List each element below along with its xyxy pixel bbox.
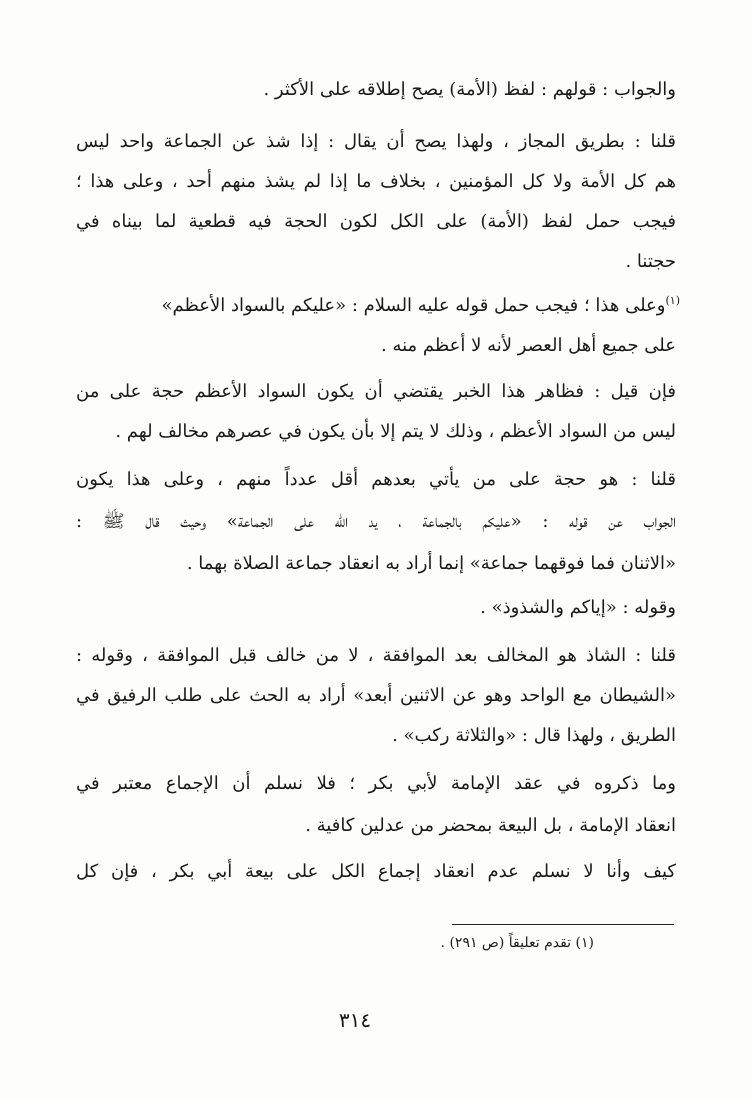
text-line: على جميع أهل العصر لأنه لا أعظم منه . <box>381 335 676 356</box>
footnote: (١) تقدم تعليقاً (ص ٢٩١) . <box>440 935 594 951</box>
text-line: الجواب عن قوله : «عليكم بالجماعة ، يد الله على الجماعة» وحيث قال ﷺ : <box>76 511 676 532</box>
page-number: ٣١٤ <box>338 1008 372 1032</box>
text-line: «الاثنان فما فوقهما جماعة» إنما أراد به انعقاد جماعة الصلاة بهما . <box>186 553 676 574</box>
text-line: ليس من السواد الأعظم ، وذلك لا يتم إلا بأن يكون في عصرهم مخالف لهم . <box>115 421 676 442</box>
text-line: والجواب : قولهم : لفظ (الأمة) يصح إطلاقه على الأكثر . <box>263 79 676 100</box>
text-line: قلنا : الشاذ هو المخالف بعد الموافقة ، لا من خالف قبل الموافقة ، وقوله : <box>76 645 676 666</box>
text-line: قلنا : هو حجة على من يأتي بعدهم أقل عدداً منهم ، وعلى هذا يكون <box>76 469 676 490</box>
text-line: هم كل الأمة ولا كل المؤمنين ، بخلاف ما إذا لم يشذ منهم أحد ، وعلى هذا ؛ <box>76 171 676 192</box>
text-line: حجتنا . <box>625 251 676 272</box>
text-line-with-footnote <box>80 286 680 326</box>
footnote-divider <box>452 924 674 925</box>
text-line: انعقاد الإمامة ، بل البيعة بمحضر من عدلين كافية . <box>305 815 676 836</box>
text-line: فإن قيل : فظاهر هذا الخبر يقتضي أن يكون السواد الأعظم حجة على من <box>76 381 676 402</box>
text-line: فيجب حمل لفظ (الأمة) على الكل لكون الحجة فيه قطعية لما بيناه في <box>76 211 676 232</box>
text-line: كيف وأنا لا نسلم عدم انعقاد إجماع الكل على بيعة أبي بكر ، فإن كل <box>76 861 676 882</box>
text-line: الطريق ، ولهذا قال : «والثلاثة ركب» . <box>392 725 676 746</box>
footnote-reference: (١) <box>665 294 680 307</box>
text-span: وعلى هذا ؛ فيجب حمل قوله عليه السلام : «عليكم بالسواد الأعظم» <box>161 295 666 316</box>
text-line: وقوله : «إياكم والشذوذ» . <box>480 597 676 618</box>
text-line: قلنا : بطريق المجاز ، ولهذا يصح أن يقال : إذا شذ عن الجماعة واحد ليس <box>76 131 676 152</box>
text-line: وما ذكروه في عقد الإمامة لأبي بكر ؛ فلا نسلم أن الإجماع معتبر في <box>76 773 676 794</box>
text-line: «الشيطان مع الواحد وهو عن الاثنين أبعد» أراد به الحث على طلب الرفيق في <box>76 685 676 706</box>
